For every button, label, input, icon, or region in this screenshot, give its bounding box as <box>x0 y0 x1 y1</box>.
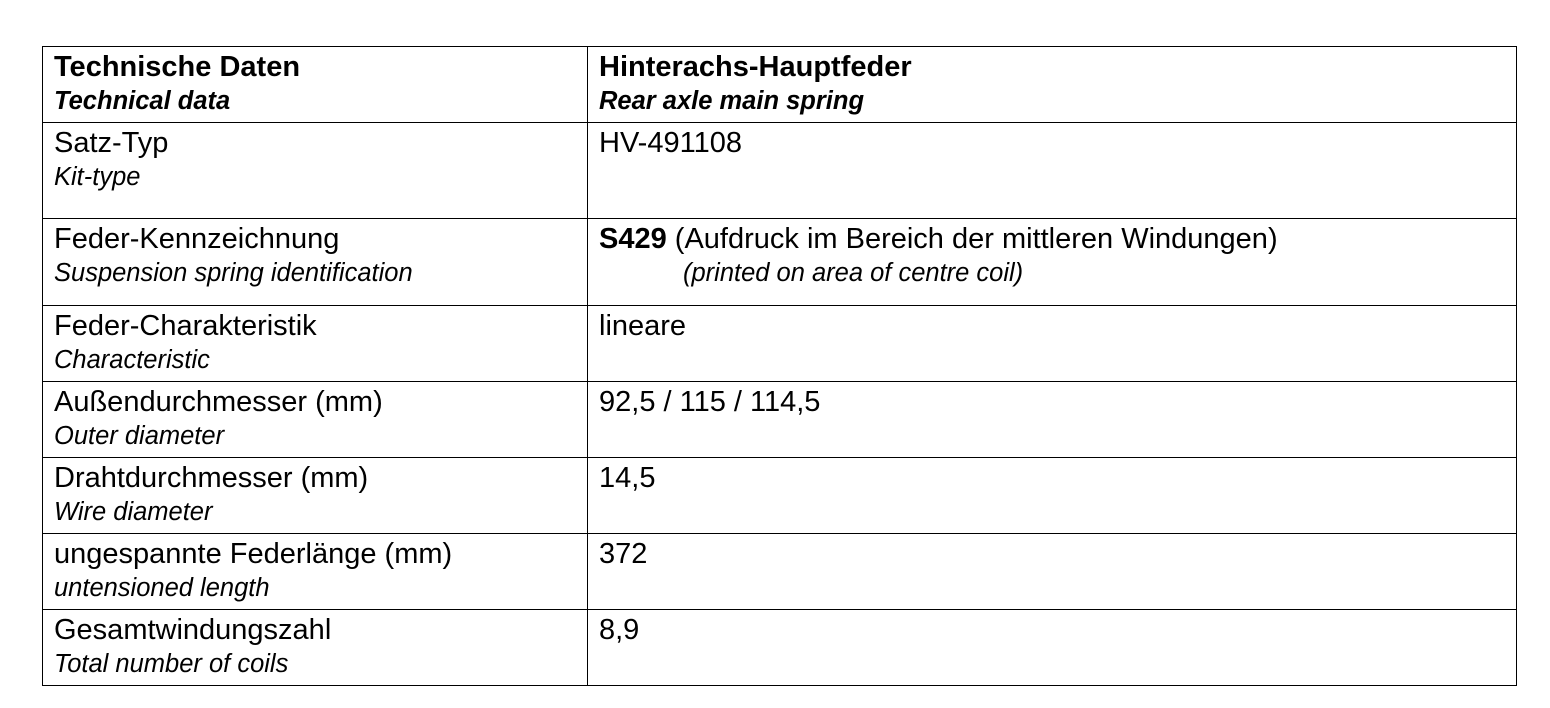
label-cell <box>43 382 588 458</box>
label-de: Außendurchmesser (mm) <box>54 386 383 418</box>
value-cell <box>588 534 1517 610</box>
value-text: 372 <box>599 538 648 570</box>
label-cell <box>43 534 588 610</box>
value-text: 14,5 <box>599 462 656 494</box>
header-label-de: Technische Daten <box>54 51 301 83</box>
value-text: HV-491108 <box>599 127 742 159</box>
value-text: 92,5 / 115 / 114,5 <box>599 386 821 418</box>
table-row-untensioned-length <box>43 534 1517 610</box>
value-cell <box>588 306 1517 382</box>
table-row-wire-diameter <box>43 458 1517 534</box>
spring-code-note-de: (Aufdruck im Bereich der mittleren Windungen) <box>674 223 1278 255</box>
label-cell <box>43 458 588 534</box>
label-de: Satz-Typ <box>54 127 169 159</box>
value-cell <box>588 610 1517 686</box>
table-row-outer-diameter <box>43 382 1517 458</box>
value-cell <box>588 458 1517 534</box>
label-en: Outer diameter <box>54 422 225 450</box>
header-label-en: Technical data <box>54 87 231 115</box>
value-line <box>599 221 1506 257</box>
label-cell <box>43 219 588 306</box>
label-en: Characteristic <box>54 346 210 374</box>
label-en: Wire diameter <box>54 498 213 526</box>
label-en: untensioned length <box>54 574 270 602</box>
header-value-cell <box>588 47 1517 123</box>
value-text: 8,9 <box>599 614 640 646</box>
label-en: Kit-type <box>54 163 141 191</box>
label-de: Gesamtwindungszahl <box>54 614 332 646</box>
table-header-row <box>43 47 1517 123</box>
table-row-kit-type <box>43 123 1517 219</box>
label-en: Total number of coils <box>54 650 289 678</box>
label-cell <box>43 610 588 686</box>
table-row-spring-identification <box>43 219 1517 306</box>
header-value-en: Rear axle main spring <box>599 87 865 115</box>
value-cell <box>588 382 1517 458</box>
spring-code-note-en: (printed on area of centre coil) <box>683 259 1024 287</box>
value-cell <box>588 219 1517 306</box>
value-cell <box>588 123 1517 219</box>
table-row-total-coils <box>43 610 1517 686</box>
label-de: Feder-Kennzeichnung <box>54 223 340 255</box>
table-row-characteristic <box>43 306 1517 382</box>
label-de: Feder-Charakteristik <box>54 310 317 342</box>
label-cell <box>43 123 588 219</box>
label-de: ungespannte Federlänge (mm) <box>54 538 453 570</box>
label-en: Suspension spring identification <box>54 259 413 287</box>
header-label-cell <box>43 47 588 123</box>
label-cell <box>43 306 588 382</box>
value-text: lineare <box>599 310 687 342</box>
technical-data-table <box>42 46 1517 686</box>
header-value-de: Hinterachs-Hauptfeder <box>599 51 912 83</box>
spring-code: S429 <box>599 223 667 255</box>
label-de: Drahtdurchmesser (mm) <box>54 462 369 494</box>
